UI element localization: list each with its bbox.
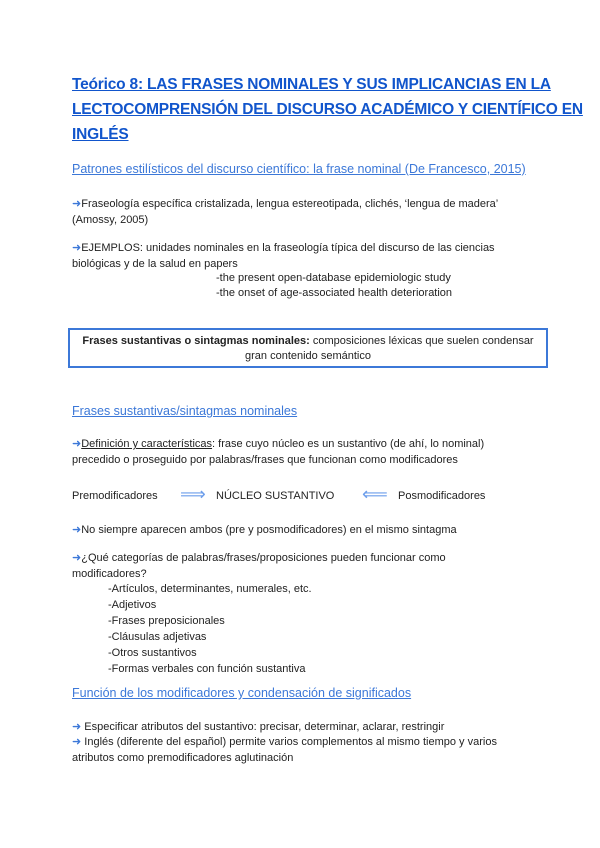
list-item: -Formas verbales con función sustantiva — [108, 663, 306, 675]
title-line-1: Teórico 8: LAS FRASES NOMINALES Y SUS IMPLICANCIAS EN LA — [72, 76, 551, 93]
modifier-list — [108, 581, 312, 677]
paragraph-text: atributos como premodificadores aglutinación — [72, 752, 294, 764]
section-heading-funcion: Función de los modificadores y condensación de significados — [72, 686, 412, 700]
list-item: -Cláusulas adjetivas — [108, 631, 207, 643]
arrow-bullet-icon: ➜ — [72, 242, 82, 254]
list-item: -Artículos, determinantes, numerales, etc. — [108, 583, 312, 595]
paragraph-text: precedido o proseguido por palabras/frases que funcionan como modificadores — [72, 454, 458, 466]
paragraph-ingles — [72, 734, 497, 766]
page-title — [72, 72, 583, 147]
premodifiers-label: Premodificadores — [72, 490, 158, 502]
arrow-bullet-icon: ➜ — [72, 524, 82, 536]
definition-term: Frases sustantivas o sintagmas nominales: — [82, 335, 310, 347]
paragraph-no-siempre — [72, 522, 457, 538]
posmodifiers-label: Posmodificadores — [398, 490, 486, 502]
section-heading-frases-sustantivas: Frases sustantivas/sintagmas nominales — [72, 404, 298, 418]
paragraph-text: Inglés (diferente del español) permite varios complementos al mismo tiempo y varios — [81, 736, 497, 748]
list-item: -Frases preposicionales — [108, 615, 225, 627]
paragraph-text: modificadores? — [72, 568, 147, 580]
paragraph-ejemplos — [72, 240, 495, 272]
example-item: -the present open-database epidemiologic study — [216, 272, 451, 284]
list-item: -Otros sustantivos — [108, 647, 197, 659]
arrow-bullet-icon: ➜ — [72, 198, 82, 210]
title-line-2: LECTOCOMPRENSIÓN DEL DISCURSO ACADÉMICO Y CIENTÍFICO EN — [72, 101, 583, 118]
definition-box — [68, 328, 548, 368]
paragraph-especificar — [72, 719, 444, 735]
section-heading-patrones: Patrones estilísticos del discurso científico: la frase nominal (De Francesco, 2015) — [72, 162, 526, 176]
arrow-bullet-icon: ➜ — [72, 736, 82, 748]
right-double-arrow-icon: ⟹ — [180, 484, 206, 504]
list-item: -Adjetivos — [108, 599, 157, 611]
definition-text: composiciones léxicas que suelen condensar — [309, 335, 534, 347]
paragraph-text: ¿Qué categorías de palabras/frases/proposiciones pueden funcionar como — [81, 552, 446, 564]
paragraph-text: No siempre aparecen ambos (pre y posmodificadores) en el mismo sintagma — [81, 524, 457, 536]
title-line-3: INGLÉS — [72, 126, 129, 143]
arrow-bullet-icon: ➜ — [72, 552, 82, 564]
left-double-arrow-icon: ⟸ — [362, 484, 388, 504]
arrow-bullet-icon: ➜ — [72, 721, 82, 733]
paragraph-text: Fraseología específica cristalizada, lengua estereotipada, clichés, ‘lengua de madera’ — [81, 198, 499, 210]
paragraph-text: biológicas y de la salud en papers — [72, 258, 238, 270]
paragraph-text: : frase cuyo núcleo es un sustantivo (de ahí, lo nominal) — [212, 438, 485, 450]
paragraph-text: EJEMPLOS: unidades nominales en la fraseología típica del discurso de las ciencias — [81, 242, 495, 254]
paragraph-text: (Amossy, 2005) — [72, 214, 149, 226]
arrow-bullet-icon: ➜ — [72, 438, 82, 450]
paragraph-definicion — [72, 436, 484, 468]
nucleus-label: NÚCLEO SUSTANTIVO — [216, 490, 335, 502]
paragraph-text: Especificar atributos del sustantivo: precisar, determinar, aclarar, restringir — [81, 721, 445, 733]
definition-label: Definición y características — [81, 438, 213, 450]
paragraph-fraseologia — [72, 196, 498, 228]
example-item: -the onset of age-associated health deterioration — [216, 287, 453, 299]
paragraph-pregunta — [72, 550, 446, 582]
definition-text: gran contenido semántico — [245, 350, 371, 362]
